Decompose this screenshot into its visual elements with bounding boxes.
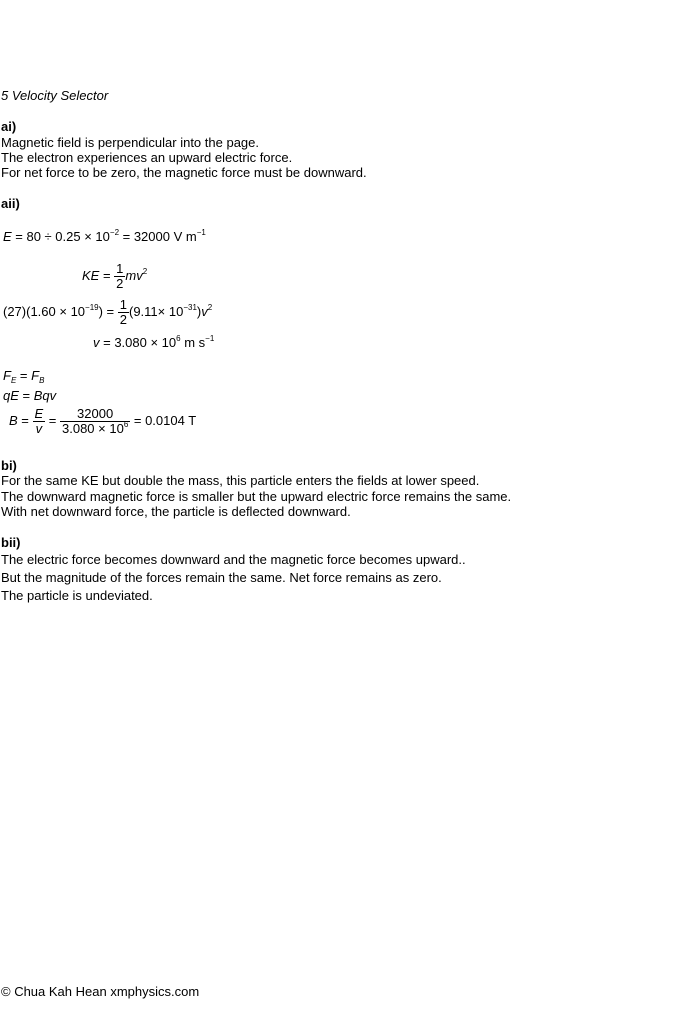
eq-text: = 80 ÷ 0.25 × 10 <box>11 229 110 244</box>
eq-exponent: 6 <box>123 420 129 429</box>
section-bi-line: With net downward force, the particle is deflected downward. <box>1 504 351 519</box>
eq-text: (27)(1.60 × 10 <box>3 303 86 319</box>
equation-electric-field <box>3 229 206 244</box>
eq-symbol: v <box>93 335 100 350</box>
section-ai-line: The electron experiences an upward electric force. <box>1 150 293 165</box>
equation-magnetic-field <box>9 407 196 436</box>
fraction-denominator <box>60 421 130 436</box>
eq-text: (9.11× 10 <box>129 303 184 319</box>
eq-text: = <box>18 388 34 403</box>
eq-exponent: −1 <box>205 334 215 343</box>
fraction <box>114 262 125 291</box>
eq-symbol: v <box>201 303 208 319</box>
eq-symbol: F <box>3 368 11 383</box>
equation-kinetic-energy <box>82 262 147 291</box>
eq-symbol: Bqv <box>33 388 57 403</box>
eq-text: ) <box>196 303 202 319</box>
eq-exponent: −31 <box>183 302 197 312</box>
fraction-numerator: 1 <box>119 297 127 312</box>
fraction-denominator: 2 <box>119 312 127 327</box>
equation-force-balance <box>3 368 44 383</box>
eq-symbol: F <box>31 368 40 383</box>
eq-exponent: −19 <box>85 302 99 312</box>
eq-symbol: B <box>9 412 18 428</box>
section-bi-line: The downward magnetic force is smaller but the upward electric force remains the same. <box>1 489 512 504</box>
section-ai-line: For net force to be zero, the magnetic force must be downward. <box>1 165 367 180</box>
fraction <box>118 298 129 327</box>
fraction-denominator: v <box>33 421 46 436</box>
eq-text: = <box>17 412 33 428</box>
eq-exponent: 2 <box>207 302 213 312</box>
eq-text: = <box>16 368 32 383</box>
eq-text: 3.080 × 10 <box>62 421 124 436</box>
eq-exponent: −1 <box>196 228 206 237</box>
eq-text: = <box>99 267 115 283</box>
section-bii-line: The particle is undeviated. <box>1 588 153 603</box>
eq-subscript: E <box>10 376 17 385</box>
copyright-footer: © Chua Kah Hean xmphysics.com <box>1 984 200 999</box>
section-bi-heading: bi) <box>1 458 17 473</box>
eq-subscript: B <box>39 376 45 385</box>
eq-exponent: 6 <box>176 334 181 343</box>
section-ai-line: Magnetic field is perpendicular into the page. <box>1 135 259 150</box>
eq-text: = 0.0104 T <box>130 412 197 428</box>
equation-velocity <box>93 335 214 350</box>
section-bii-line: The electric force becomes downward and the magnetic force becomes upward.. <box>1 552 466 567</box>
eq-text: m s <box>180 335 206 350</box>
fraction <box>60 407 130 436</box>
eq-text: = 32000 V m <box>119 229 197 244</box>
eq-symbol: mv <box>125 267 143 283</box>
eq-symbol: E <box>3 229 12 244</box>
section-bii-heading: bii) <box>1 535 21 550</box>
section-ai-heading: ai) <box>1 119 17 134</box>
page-title: 5 Velocity Selector <box>1 88 109 103</box>
section-bi-line: For the same KE but double the mass, this particle enters the fields at lower speed. <box>1 473 480 488</box>
eq-text: ) = <box>98 303 118 319</box>
fraction-numerator: 1 <box>116 261 124 276</box>
section-aii-heading: aii) <box>1 196 20 211</box>
equation-qe-bqv <box>3 388 56 403</box>
section-bii-line: But the magnitude of the forces remain the same. Net force remains as zero. <box>1 570 442 585</box>
eq-exponent: −2 <box>109 228 120 237</box>
eq-symbol: qE <box>3 388 19 403</box>
eq-text: = <box>45 412 60 428</box>
equation-substitution <box>3 298 212 327</box>
fraction-numerator: E <box>34 406 44 421</box>
fraction-denominator: 2 <box>116 276 124 291</box>
eq-symbol: KE <box>82 267 100 283</box>
eq-exponent: 2 <box>142 266 148 276</box>
fraction <box>33 407 46 436</box>
eq-text: = 3.080 × 10 <box>99 335 177 350</box>
fraction-numerator: 32000 <box>77 406 114 421</box>
